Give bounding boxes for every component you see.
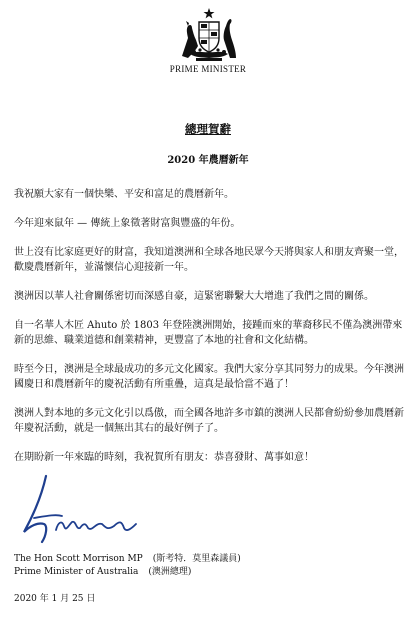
paragraph-6: 時至今日，澳洲是全球最成功的多元文化國家。我們大家分享其同努力的成果。今年澳洲國慶日和農曆新年的慶祝活動有所重疊，這真是最恰當不過了！ — [14, 364, 404, 390]
coat-of-arms-icon — [178, 6, 240, 62]
signoff-block — [14, 553, 241, 579]
paragraph-5: 自一名華人木匠 Ahuto 於 1803 年登陸澳洲開始，接踵而來的華裔移民不僅為澳洲帶來新的思維、職業道德和創業精神，更豐富了本地的社會和文化結構。 — [14, 320, 403, 346]
letter-title: 總理賀辭 — [185, 122, 231, 136]
letter-date: 2020 年 1 月 25 日 — [14, 594, 96, 604]
paragraph-8: 在期盼新一年來臨的時刻，我祝賀所有朋友：恭喜發財、萬事如意！ — [14, 452, 314, 463]
signoff-name-zh: (斯考特．莫里森議員) — [152, 554, 241, 564]
paragraph-2: 今年迎來鼠年 — 傳統上象徵著財富與豐盛的年份。 — [14, 218, 241, 229]
paragraph-7: 澳洲人對本地的多元文化引以爲傲，而全國各地許多市鎮的澳洲人民都會紛紛參加農曆新年慶祝活動，就是一個無出其右的最好例子了。 — [14, 408, 404, 434]
paragraph-3: 世上沒有比家庭更好的財富，我知道澳洲和全球各地民眾今天將與家人和朋友齊聚一堂，歡慶農曆新年，並滿懷信心迎接新一年。 — [14, 247, 404, 273]
paragraph-4: 澳洲因以華人社會關係密切而深感自豪，這緊密聯繫大大增進了我們之間的關係。 — [14, 291, 374, 302]
signoff-role-zh: (澳洲總理) — [148, 567, 192, 577]
letter-subtitle: 2020 年農曆新年 — [167, 155, 249, 166]
office-title: PRIME MINISTER — [169, 64, 247, 74]
signoff-name: The Hon Scott Morrison MP — [14, 554, 143, 564]
signoff-role: Prime Minister of Australia — [14, 567, 139, 577]
signature — [16, 470, 146, 552]
letter-body — [14, 187, 406, 479]
paragraph-1: 我祝願大家有一個快樂、平安和富足的農曆新年。 — [14, 189, 234, 200]
